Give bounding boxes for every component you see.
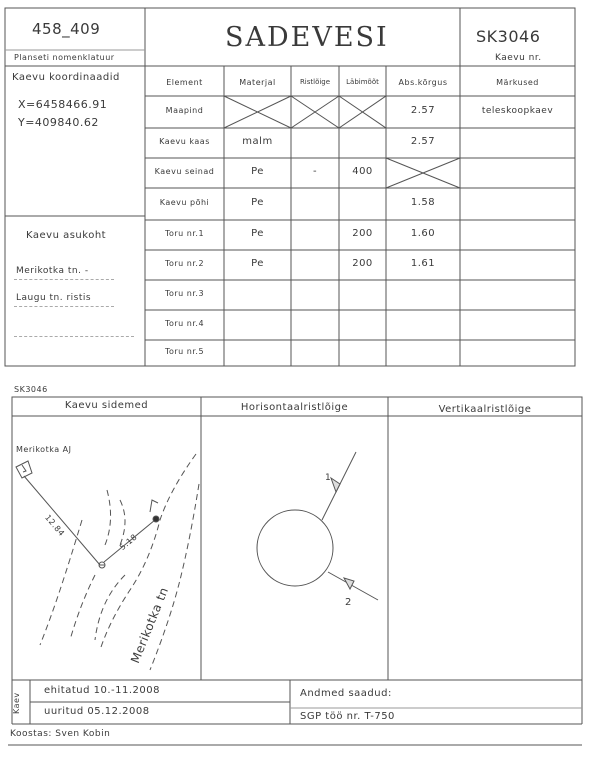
sidemed-sketch bbox=[16, 454, 199, 670]
asukoht-underline bbox=[14, 306, 114, 307]
small-code: SK3046 bbox=[14, 385, 48, 394]
cell-ristloige: - bbox=[312, 166, 318, 177]
cell-element: Toru nr.4 bbox=[164, 319, 205, 328]
distance-label-2: 5.18 bbox=[118, 532, 139, 552]
cell-element: Kaevu seinad bbox=[154, 167, 215, 176]
planseti-label: Planseti nomenklatuur bbox=[14, 53, 115, 62]
cell-element: Toru nr.5 bbox=[164, 347, 205, 356]
asukoht-underline bbox=[14, 279, 114, 280]
pipe-1-label: 1 bbox=[325, 473, 332, 483]
cell-abs: 1.60 bbox=[410, 228, 436, 239]
pipe-2-label: 2 bbox=[345, 597, 352, 608]
kaev-label: Kaev bbox=[12, 692, 21, 714]
cell-materjal: Pe bbox=[251, 166, 264, 177]
cell-element: Toru nr.3 bbox=[164, 289, 205, 298]
distance-label-1: 12.84 bbox=[43, 513, 67, 539]
cell-materjal: Pe bbox=[251, 228, 264, 239]
cell-labimoot: 200 bbox=[352, 228, 373, 239]
cell-abs: 2.57 bbox=[410, 136, 436, 147]
andmed-value: SGP töö nr. T-750 bbox=[300, 711, 395, 722]
horisontaal-sketch bbox=[257, 452, 378, 600]
coord-x: X=6458466.91 bbox=[18, 98, 108, 111]
th-abskorgus: Abs.kõrgus bbox=[398, 78, 448, 87]
cell-abs: 1.61 bbox=[410, 258, 436, 269]
kaevu-nr-label: Kaevu nr. bbox=[495, 53, 542, 63]
andmed-label: Andmed saadud: bbox=[300, 688, 392, 699]
sidemed-title: Kaevu sidemed bbox=[64, 400, 149, 411]
cell-markused: teleskoopkaev bbox=[481, 105, 554, 116]
th-markused: Märkused bbox=[496, 78, 539, 87]
koostas-text: Koostas: Sven Kobin bbox=[10, 729, 111, 739]
th-materjal: Materjal bbox=[239, 78, 276, 87]
th-element: Element bbox=[166, 78, 203, 87]
cell-labimoot: 200 bbox=[352, 258, 373, 269]
asukoht-underline bbox=[14, 336, 134, 337]
uuritud-text: uuritud 05.12.2008 bbox=[44, 706, 150, 717]
asukoht-line2: Laugu tn. ristis bbox=[16, 293, 92, 303]
coord-y: Y=409840.62 bbox=[18, 116, 99, 129]
vertikaal-title: Vertikaalristlõige bbox=[438, 404, 532, 415]
asukoht-line1: Merikotka tn. - bbox=[16, 266, 89, 276]
planseti-number: 458_409 bbox=[32, 20, 101, 38]
cell-element: Kaevu põhi bbox=[159, 198, 210, 207]
page-title: SADEVESI bbox=[225, 22, 389, 53]
street-label: Merikotka tn bbox=[128, 585, 172, 666]
cell-abs: 1.58 bbox=[410, 197, 436, 208]
ehitatud-text: ehitatud 10.-11.2008 bbox=[44, 685, 160, 696]
cell-labimoot: 400 bbox=[352, 166, 373, 177]
coords-label: Kaevu koordinaadid bbox=[12, 72, 120, 83]
cell-materjal: malm bbox=[242, 136, 273, 147]
station-label: Merikotka AJ bbox=[16, 445, 72, 454]
kaevu-code: SK3046 bbox=[476, 27, 541, 46]
cell-element: Toru nr.2 bbox=[164, 259, 205, 268]
cell-element: Maapind bbox=[165, 106, 204, 115]
cell-element: Toru nr.1 bbox=[164, 229, 205, 238]
cell-abs: 2.57 bbox=[410, 105, 436, 116]
cell-materjal: Pe bbox=[251, 258, 264, 269]
cell-materjal: Pe bbox=[251, 197, 264, 208]
th-labimoot: Läbimõõt bbox=[346, 78, 379, 86]
cell-element: Kaevu kaas bbox=[159, 137, 210, 146]
horisontaal-title: Horisontaalristlõige bbox=[240, 402, 349, 413]
asukoht-label: Kaevu asukoht bbox=[26, 230, 107, 241]
th-ristloige: Ristlõige bbox=[299, 78, 331, 86]
